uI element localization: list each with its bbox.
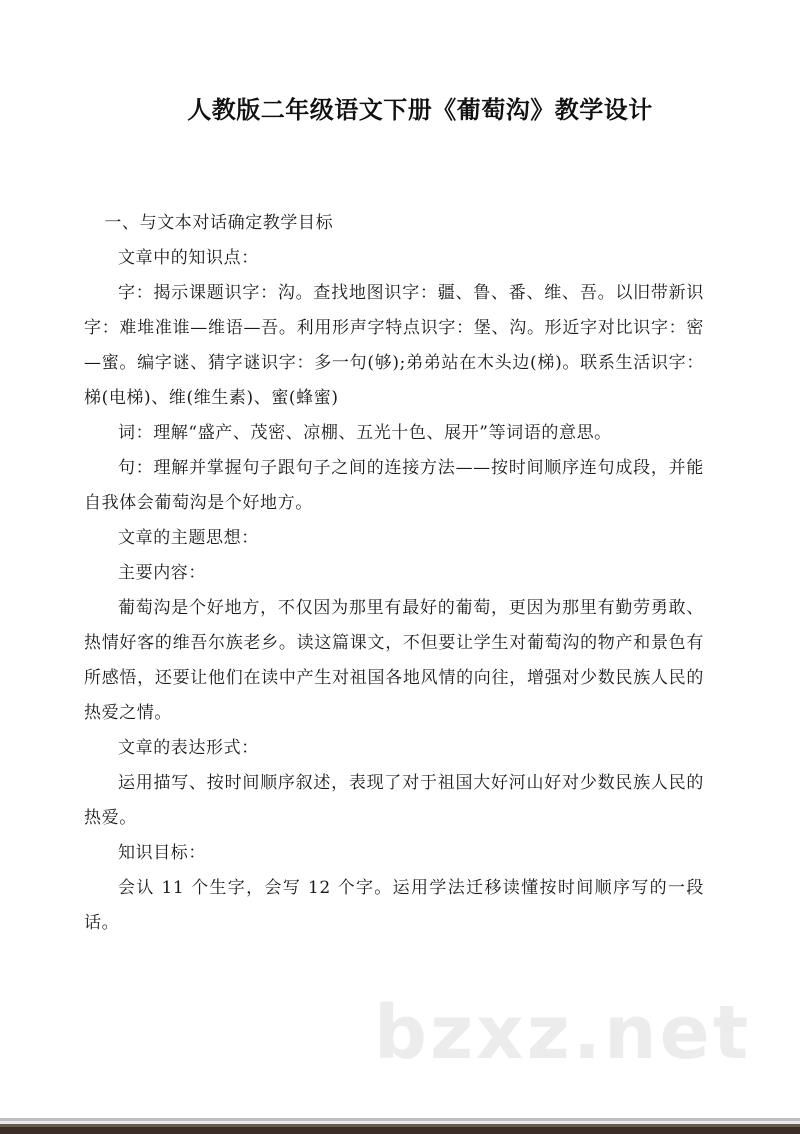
paragraph: 知识目标： [118,843,206,863]
paragraph: 文章中的知识点： [118,248,259,268]
paragraph: 葡萄沟是个好地方，不仅因为那里有最好的葡萄，更因为那里有勤劳勇敢、热情好客的维吾尔族老乡。读这篇课文，不但要让学生对葡萄沟的物产和景色有所感悟，还要让他们在读中产生对祖国各地风情的向往，增强对少数民族人民的热爱之情。 [84,598,704,723]
bottom-edge-bar [0,1118,800,1134]
paragraph: 文章的主题思想： [118,528,259,548]
paragraph: 词：理解“盛产、茂密、凉棚、五光十色、展开”等词语的意思。 [118,423,612,443]
section-heading: 一、与文本对话确定教学目标 [104,213,334,233]
paragraph: 会认 11 个生字，会写 12 个字。运用学法迁移读懂按时间顺序写的一段话。 [84,878,704,933]
document-title: 人教版二年级语文下册《葡萄沟》教学设计 [187,96,653,124]
paragraph: 字：揭示课题识字：沟。查找地图识字：疆、鲁、番、维、吾。以旧带新识字：难堆准谁—维语—吾。利用形声字特点识字：堡、沟。形近字对比识字：密—蜜。编字谜、猜字谜识字：多一句(够);弟弟站在木头边(梯)。联系生活识字：梯(电梯)、维(维生素)、蜜(蜂蜜) [84,283,704,408]
paragraph: 文章的表达形式： [118,738,259,758]
document-body [84,206,704,941]
watermark: bzxz.net [374,990,752,1076]
paragraph: 运用描写、按时间顺序叙述，表现了对于祖国大好河山好对少数民族人民的热爱。 [84,773,704,828]
paragraph: 句：理解并掌握句子跟句子之间的连接方法——按时间顺序连句成段，并能自我体会葡萄沟是个好地方。 [84,458,704,513]
paragraph: 主要内容： [118,563,206,583]
